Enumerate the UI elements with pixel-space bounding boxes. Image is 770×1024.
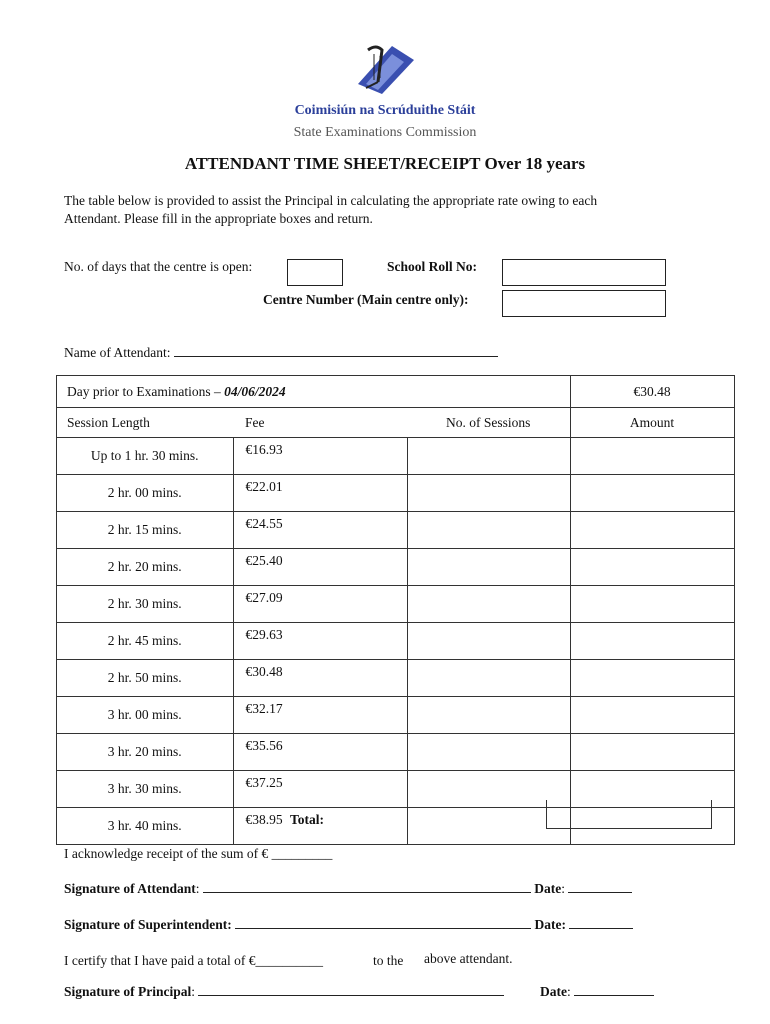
sig-principal-date-label: Date [540, 984, 567, 999]
sig-attendant-row: Signature of Attendant: Date: [64, 880, 632, 897]
fee-value: €38.95 [233, 808, 407, 845]
session-length: 2 hr. 00 mins. [57, 475, 234, 512]
session-length: 2 hr. 15 mins. [57, 512, 234, 549]
sessions-input[interactable] [407, 697, 570, 734]
sig-attendant-field[interactable] [203, 880, 531, 893]
header-session-length: Session Length [57, 408, 234, 438]
session-length: 3 hr. 00 mins. [57, 697, 234, 734]
table-row [57, 623, 735, 660]
certify-to: to the [373, 953, 404, 968]
page-title: ATTENDANT TIME SHEET/RECEIPT Over 18 years [184, 154, 586, 173]
amount-input[interactable] [570, 549, 734, 586]
day-prior-row [57, 376, 735, 408]
fee-value: €27.09 [233, 586, 407, 623]
session-length: 2 hr. 30 mins. [57, 586, 234, 623]
amount-input[interactable] [570, 586, 734, 623]
attendant-name-row [64, 344, 498, 361]
sessions-input[interactable] [407, 438, 570, 475]
session-length: Up to 1 hr. 30 mins. [57, 438, 234, 475]
table-row [57, 475, 735, 512]
certify-tail: above attendant. [424, 951, 513, 966]
intro-text [64, 192, 684, 228]
fee-value: €32.17 [233, 697, 407, 734]
session-length: 2 hr. 45 mins. [57, 623, 234, 660]
sig-principal-date-row: Date: [540, 983, 654, 1000]
day-prior-date: 04/06/2024 [224, 383, 286, 399]
amount-input[interactable] [570, 623, 734, 660]
session-table [56, 375, 735, 845]
header-amount: Amount [570, 408, 734, 438]
sig-principal-label: Signature of Principal [64, 984, 192, 999]
table-row [57, 512, 735, 549]
sessions-input[interactable] [407, 660, 570, 697]
harp-logo-icon [352, 44, 418, 96]
sig-superintendent-label: Signature of Superintendent: [64, 917, 232, 932]
sig-superintendent-row [64, 916, 633, 933]
session-length: 3 hr. 20 mins. [57, 734, 234, 771]
table-row [57, 734, 735, 771]
header-no-sessions: No. of Sessions [407, 408, 570, 438]
sig-attendant-date-label: Date [534, 881, 562, 896]
total-amount-input[interactable] [546, 800, 712, 829]
table-row [57, 586, 735, 623]
amount-input[interactable] [570, 512, 734, 549]
sig-attendant-date-field[interactable] [568, 880, 632, 893]
org-name-irish: Coimisiún na Scrúduithe Stáit [294, 103, 476, 118]
total-label: Total: [290, 812, 325, 827]
session-length: 2 hr. 50 mins. [57, 660, 234, 697]
amount-input[interactable] [570, 697, 734, 734]
table-row [57, 697, 735, 734]
fee-value: €24.55 [233, 512, 407, 549]
centre-number-input[interactable] [502, 290, 666, 317]
amount-input[interactable] [570, 438, 734, 475]
session-length: 3 hr. 40 mins. [57, 808, 234, 845]
table-row [57, 549, 735, 586]
session-length: 3 hr. 30 mins. [57, 771, 234, 808]
days-open-label: No. of days that the centre is open: [64, 259, 253, 274]
table-row [57, 660, 735, 697]
days-open-input[interactable] [287, 259, 343, 286]
sig-superintendent-field[interactable] [235, 916, 531, 929]
attendant-name-label: Name of Attendant: [64, 345, 171, 360]
sessions-input[interactable] [407, 623, 570, 660]
acknowledge-text: I acknowledge receipt of the sum of € _________ [64, 846, 333, 861]
centre-number-label: Centre Number (Main centre only): [263, 292, 469, 307]
sessions-input[interactable] [407, 734, 570, 771]
amount-input[interactable] [570, 660, 734, 697]
sessions-input[interactable] [407, 475, 570, 512]
sig-principal-row: Signature of Principal: [64, 983, 504, 1000]
fee-value: €37.25 [233, 771, 407, 808]
header-fee: Fee [233, 408, 407, 438]
fee-value: €30.48 [233, 660, 407, 697]
sessions-input[interactable] [407, 512, 570, 549]
roll-no-label: School Roll No: [387, 259, 478, 274]
intro-line-1: The table below is provided to assist the Principal in calculating the appropriate rate owing to each [64, 193, 598, 208]
fee-value: €35.56 [233, 734, 407, 771]
sig-attendant-label: Signature of Attendant [64, 881, 196, 896]
intro-line-2: Attendant. Please fill in the appropriate boxes and return. [64, 211, 373, 226]
day-prior-amount: €30.48 [570, 376, 734, 408]
amount-input[interactable] [570, 734, 734, 771]
table-row [57, 438, 735, 475]
roll-no-input[interactable] [502, 259, 666, 286]
amount-input[interactable] [570, 475, 734, 512]
fee-value: €16.93 [233, 438, 407, 475]
attendant-name-field[interactable] [174, 344, 498, 357]
day-prior-cell [57, 376, 571, 408]
sig-superintendent-date-label: Date: [534, 917, 567, 932]
sessions-input[interactable] [407, 549, 570, 586]
sig-principal-field[interactable] [198, 983, 504, 996]
sig-superintendent-date-field[interactable] [569, 916, 633, 929]
session-length: 2 hr. 20 mins. [57, 549, 234, 586]
table-header-row [57, 408, 735, 438]
day-prior-label: Day prior to Examinations – [67, 383, 225, 399]
certify-label: I certify that I have paid a total of €__________ [64, 953, 324, 968]
sessions-input[interactable] [407, 586, 570, 623]
fee-value: €25.40 [233, 549, 407, 586]
org-name-english: State Examinations Commission [293, 125, 477, 140]
fee-value: €22.01 [233, 475, 407, 512]
fee-value: €29.63 [233, 623, 407, 660]
sig-principal-date-field[interactable] [574, 983, 654, 996]
